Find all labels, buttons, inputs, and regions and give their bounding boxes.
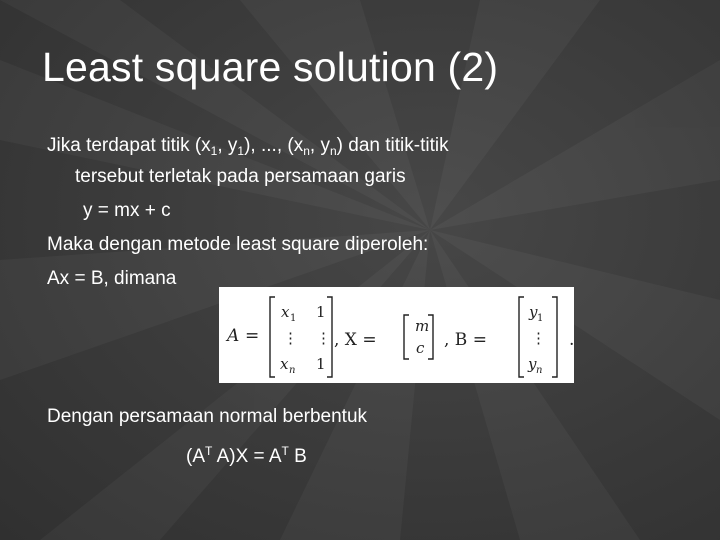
svg-text:y: y [529, 303, 538, 321]
svg-text:.: . [569, 330, 574, 350]
text-line-equation: y = mx + c [83, 200, 171, 221]
svg-text:n: n [536, 365, 543, 376]
text-line-points: Jika terdapat titik ($x_1$, $y_1$), ..., ($x_n$, $y_n$) dan titik-titik [47, 135, 449, 158]
svg-text:m: m [415, 317, 430, 335]
text-line-metode: Maka dengan metode least square diperoleh: [47, 234, 429, 255]
bracket-left-a [270, 297, 275, 377]
slide-title: Least square solution (2) [42, 44, 499, 90]
matrix-formula-image [219, 287, 574, 383]
separator-b: , B = [444, 330, 487, 350]
svg-text:⋮: ⋮ [316, 329, 331, 347]
svg-text:1: 1 [316, 355, 326, 373]
svg-text:⋮: ⋮ [531, 329, 546, 347]
svg-text:x: x [281, 303, 290, 321]
bracket-left-x [404, 315, 409, 359]
text-line-normal: Dengan persamaan normal berbentuk [47, 406, 368, 427]
matrix-a-label: A [227, 326, 240, 346]
bracket-left-b [519, 297, 524, 377]
text-line-normal-equation: ($A^T$ $A)X = A^T$ B [186, 444, 307, 467]
equals-sign: = [245, 326, 260, 346]
svg-text:1: 1 [290, 313, 297, 324]
separator-x: , X = [334, 330, 377, 350]
bracket-right-b [552, 297, 557, 377]
text-line-ax-b: Ax = B, dimana [47, 268, 177, 289]
matrix-formula [219, 287, 574, 383]
svg-text:1: 1 [316, 303, 326, 321]
text-line-garis: tersebut terletak pada persamaan garis [75, 166, 406, 187]
svg-text:⋮: ⋮ [283, 329, 298, 347]
svg-text:y: y [528, 355, 537, 373]
svg-text:n: n [289, 365, 296, 376]
svg-text:x: x [280, 355, 289, 373]
svg-text:c: c [416, 339, 425, 357]
svg-text:1: 1 [537, 313, 544, 324]
